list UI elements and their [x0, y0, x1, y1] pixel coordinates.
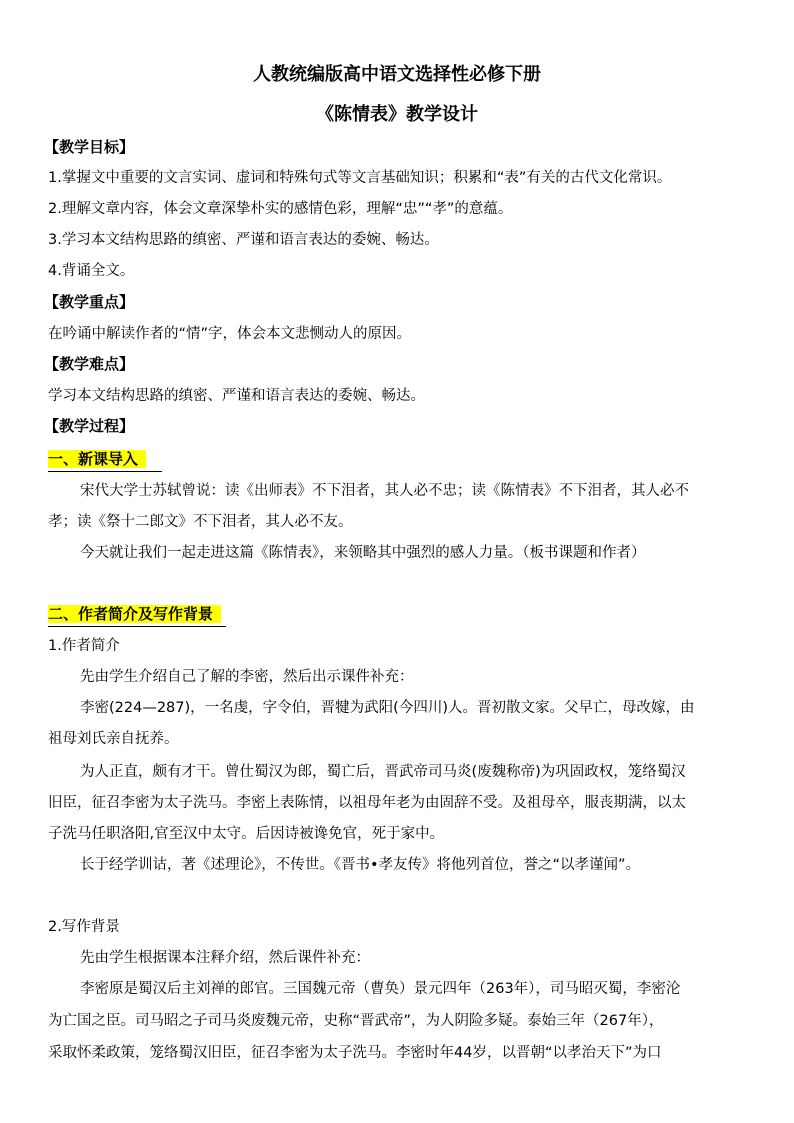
author-paragraph-2c: 子洗马任职洛阳,官至汉中太守。后因诗被谗免官，死于家中。 — [48, 826, 445, 842]
section-1-heading-text: 一、新课导入 — [48, 450, 146, 468]
author-paragraph-1b: 祖母刘氏亲自抚养。 — [48, 731, 179, 747]
intro-paragraph-1a: 宋代大学士苏轼曾说：读《出师表》不下泪者，其人必不忠；读《陈情表》不下泪者，其人必不 — [80, 483, 689, 499]
author-paragraph-1a: 李密(224—287)，一名虔，字令伯，晋犍为武阳(今四川)人。晋初散文家。父早亡，母改嫁，由 — [80, 700, 695, 716]
section-1-heading — [48, 449, 146, 470]
goals-heading: 【教学目标】 — [44, 138, 135, 156]
background-paragraph-a: 李密原是蜀汉后主刘禅的郎官。三国魏元帝（曹奂）景元四年（263年），司马昭灭蜀，李密沦 — [80, 981, 681, 997]
author-intro: 先由学生介绍自己了解的李密，然后出示课件补充： — [80, 669, 414, 685]
process-heading: 【教学过程】 — [44, 417, 135, 435]
background-subheading: 2.写作背景 — [48, 919, 120, 935]
goal-item-3: 3.学习本文结构思路的缜密、严谨和语言表达的委婉、畅达。 — [48, 232, 439, 248]
document-subtitle: 《陈情表》教学设计 — [316, 104, 478, 125]
background-intro: 先由学生根据课本注释介绍，然后课件补充： — [80, 950, 370, 966]
author-subheading: 1.作者简介 — [48, 638, 120, 654]
goal-item-2: 2.理解文章内容，体会文章深挚朴实的感情色彩，理解“忠”“孝”的意蕴。 — [48, 201, 513, 217]
section-2-heading-text: 二、作者简介及写作背景 — [48, 605, 221, 623]
difficulties-text: 学习本文结构思路的缜密、严谨和语言表达的委婉、畅达。 — [48, 388, 425, 404]
document-title: 人教统编版高中语文选择性必修下册 — [253, 64, 541, 85]
key-points-heading: 【教学重点】 — [44, 293, 135, 311]
background-paragraph-c: 采取怀柔政策，笼络蜀汉旧臣，征召李密为太子洗马。李密时年44岁，以晋朝“以孝治天下”为口 — [48, 1045, 662, 1061]
section-1-underline — [48, 471, 162, 472]
intro-paragraph-2: 今天就让我们一起走进这篇《陈情表》，来领略其中强烈的感人力量。（板书课题和作者） — [80, 545, 646, 561]
intro-paragraph-1b: 孝；读《祭十二郎文》不下泪者，其人必不友。 — [48, 514, 353, 530]
author-paragraph-3: 长于经学训诂，著《述理论》，不传世。《晋书•孝友传》将他列首位，誉之“以孝谨闻”。 — [80, 857, 641, 873]
author-paragraph-2b: 旧臣，征召李密为太子洗马。李密上表陈情，以祖母年老为由固辞不受。及祖母卒，服丧期满，以太 — [48, 795, 686, 811]
background-paragraph-b: 为亡国之臣。司马昭之子司马炎废魏元帝，史称“晋武帝”，为人阴险多疑。泰始三年（267年）， — [48, 1013, 664, 1029]
section-2-heading — [48, 604, 221, 625]
goal-item-4: 4.背诵全文。 — [48, 263, 135, 279]
author-paragraph-2a: 为人正直，颇有才干。曾仕蜀汉为郎，蜀亡后，晋武帝司马炎(废魏称帝)为巩固政权，笼络蜀汉 — [80, 764, 686, 780]
difficulties-heading: 【教学难点】 — [44, 355, 135, 373]
section-2-underline — [48, 626, 226, 627]
goal-item-1: 1.掌握文中重要的文言实词、虚词和特殊句式等文言基础知识；积累和“表”有关的古代文化常识。 — [48, 170, 672, 186]
key-points-text: 在吟诵中解读作者的“情”字，体会本文悲恻动人的原因。 — [48, 326, 412, 342]
